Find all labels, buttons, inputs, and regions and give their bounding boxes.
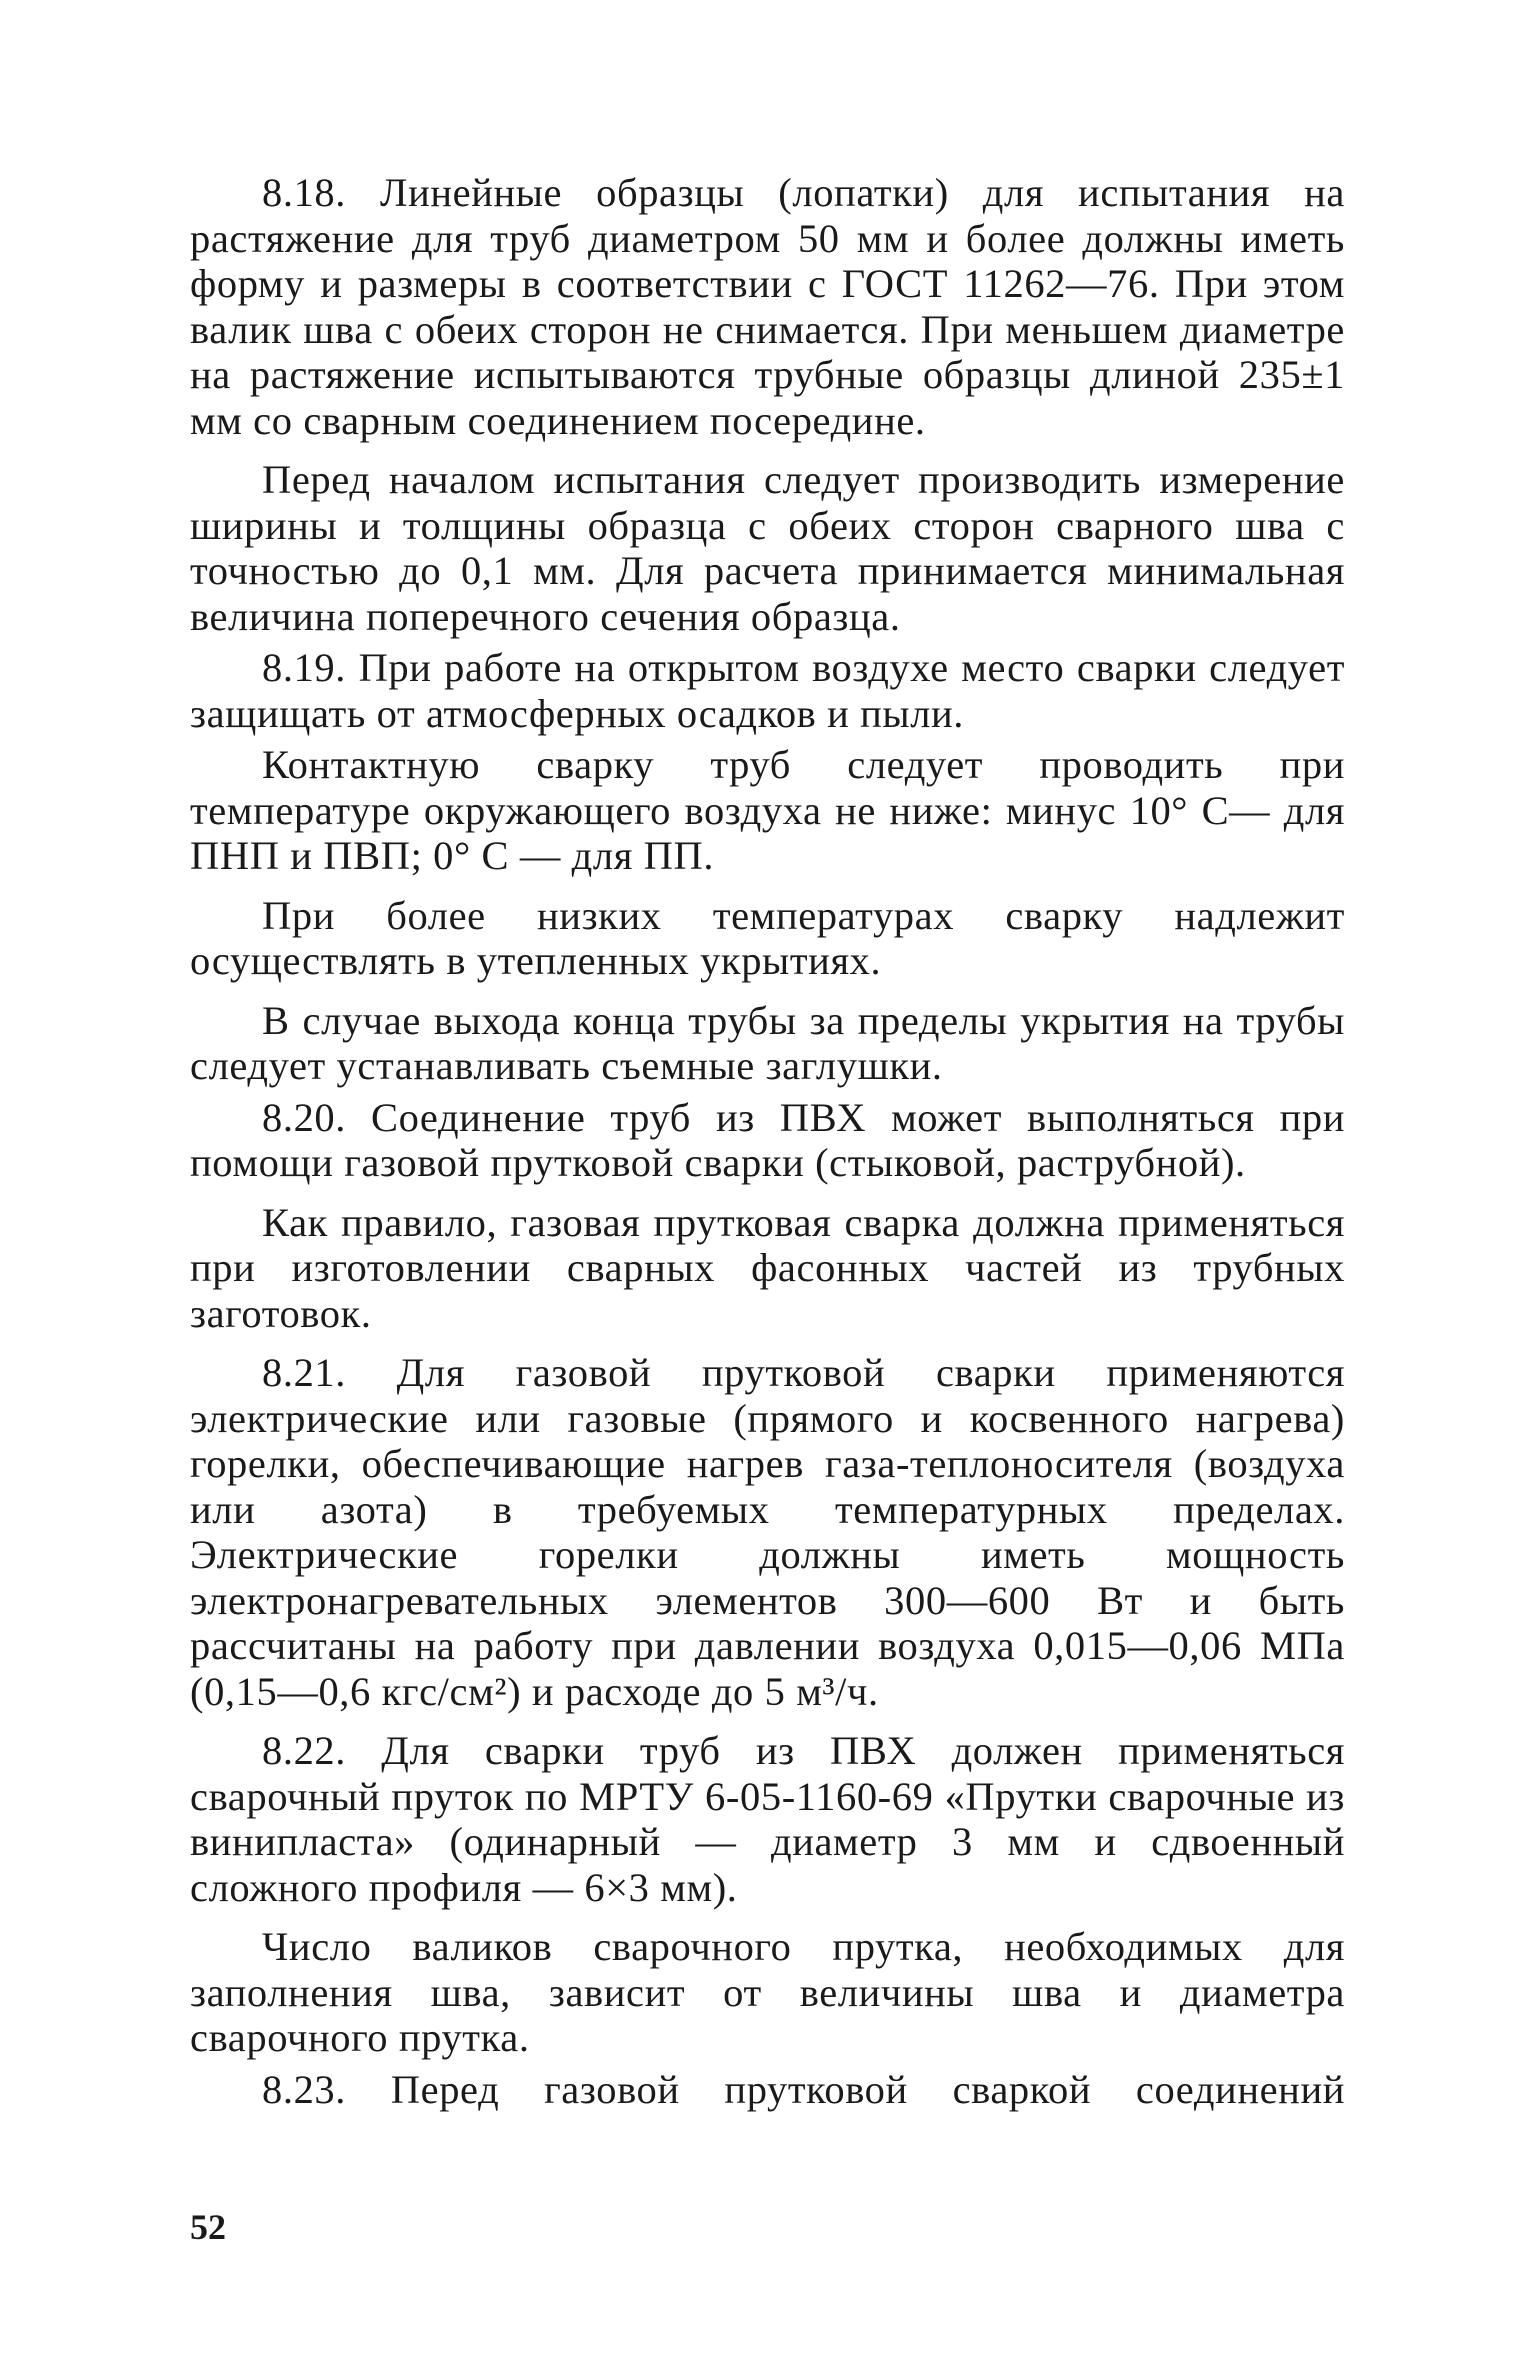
paragraph-8-23: 8.23. Перед газовой прутковой сваркой соединений: [262, 2066, 1345, 2112]
paragraph-contact-welding: Контактную сварку труб следует проводить при температуре окружающего воздуха не ниже: минус 10° С— для ПНП и ПВП; 0° С — для ПП.: [190, 742, 1345, 878]
paragraph-8-20: 8.20. Соединение труб из ПВХ может выполняться при помощи газовой прутковой сварки (стыковой, раструбной).: [190, 1094, 1345, 1185]
page-body: [190, 170, 1345, 2126]
paragraph-fittings: Как правило, газовая прутковая сварка должна применяться при изготовлении сварных фасонных частей из трубных заготовок.: [190, 1199, 1345, 1336]
paragraph-bead-count: Число валиков сварочного прутка, необходимых для заполнения шва, зависит от величины шва и диаметра сварочного прутка.: [190, 1924, 1345, 2060]
paragraph-8-21: 8.21. Для газовой прутковой сварки применяются электрические или газовые (прямого и косвенного нагрева) горелки, обеспечивающие нагрев газа-теплоносителя (воздуха или азота) в требуемых температурных пределах. Электрические горелки должны иметь мощность электронагревательных элементов 300—600 Вт и быть рассчитаны на работу при давлении воздуха 0,015—0,06 МПа (0,15—0,6 кгс/см²) и расходе до 5 м³/ч.: [190, 1350, 1345, 1714]
paragraph-8-19: 8.19. При работе на открытом воздухе место сварки следует защищать от атмосферных осадков и пыли.: [190, 645, 1345, 736]
paragraph-8-18: 8.18. Линейные образцы (лопатки) для испытания на растяжение для труб диаметром 50 мм и более должны иметь форму и размеры в соответствии с ГОСТ 11262—76. При этом валик шва с обеих сторон не снимается. При меньшем диаметре на растяжение испытываются трубные образцы длиной 235±1 мм со сварным соединением посередине.: [190, 170, 1345, 443]
paragraph-measurement: Перед началом испытания следует производить измерение ширины и толщины образца с обеих сторон сварного шва с точностью до 0,1 мм. Для расчета принимается минимальная величина поперечного сечения образца.: [190, 457, 1345, 639]
paragraph-pipe-end: В случае выхода конца трубы за пределы укрытия на трубы следует устанавливать съемные заглушки.: [190, 997, 1345, 1088]
paragraph-8-22: 8.22. Для сварки труб из ПВХ должен применяться сварочный пруток по МРТУ 6-05-1160-69 «Прутки сварочные из винипласта» (одинарный — диаметр 3 мм и сдвоенный сложного профиля — 6×3 мм).: [190, 1728, 1345, 1910]
paragraph-low-temperature: При более низких температурах сварку надлежит осуществлять в утепленных укрытиях.: [190, 892, 1345, 983]
page-number: 52: [190, 2207, 226, 2247]
